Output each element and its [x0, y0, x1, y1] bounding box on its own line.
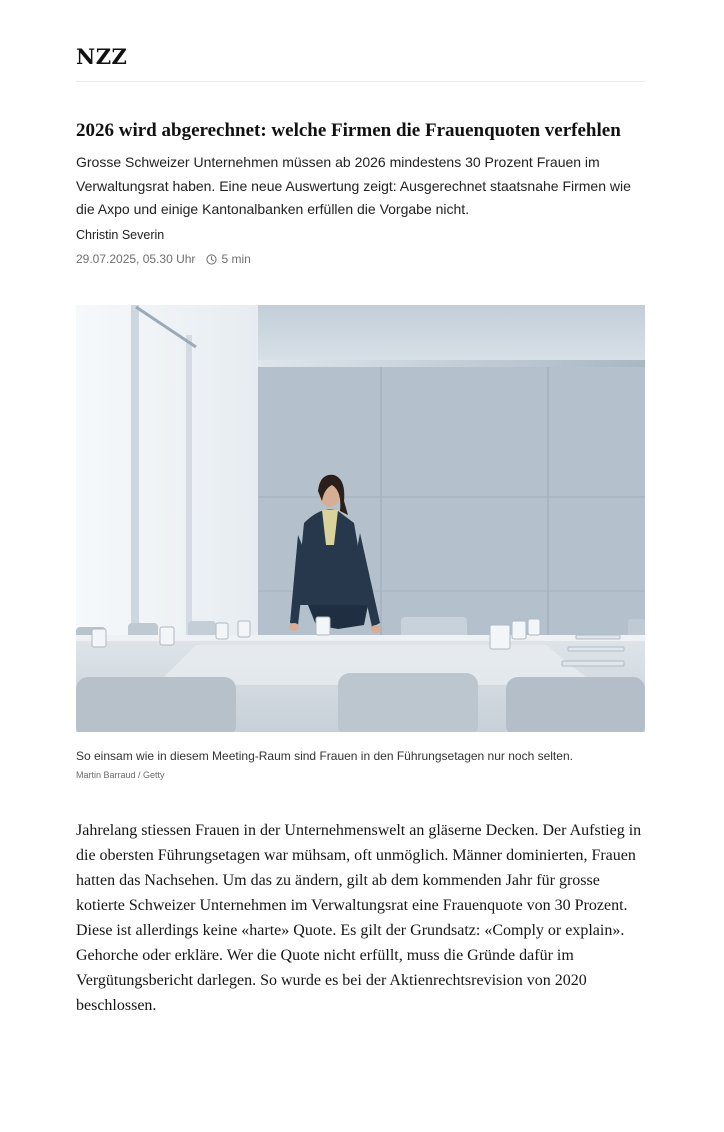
article-headline: 2026 wird abgerechnet: welche Firmen die Frauenquoten verfehlen	[76, 120, 621, 141]
image-caption: So einsam wie in diesem Meeting-Raum sind Frauen in den Führungsetagen nur noch selten.	[76, 749, 573, 763]
header-divider	[76, 81, 645, 82]
publish-date: 29.07.2025, 05.30 Uhr	[76, 252, 196, 266]
author-name[interactable]: Christin Severin	[76, 228, 165, 242]
article-body-paragraph: Jahrelang stiessen Frauen in der Unternehmenswelt an gläserne Decken. Der Aufstieg in die obersten Führungsetagen war mühsam, oft unmöglich. Männer dominierten, Frauen hatten das Nachsehen. Um das zu ändern, gilt ab dem kommenden Jahr für grosse kotierte Schweizer Unternehmen im Verwaltungsrat eine Frauenquote von 30 Prozent. Diese ist allerdings keine «harte» Quote. Es gilt der Grundsatz: «Comply or explain». Gehorche oder erkläre. Wer die Quote nicht erfüllt, muss die Gründe dafür im Vergütungsbericht darlegen. So wurde es bei der Aktienrechtsrevision von 2020 beschlossen.	[76, 822, 642, 1014]
article-meta	[76, 252, 251, 266]
article-lead: Grosse Schweizer Unternehmen müssen ab 2026 mindestens 30 Prozent Frauen im Verwaltungsrat haben. Eine neue Auswertung zeigt: Ausgerechnet staatsnahe Firmen wie die Axpo und einige Kantonalbanken erfüllen die Vorgabe nicht.	[76, 154, 631, 217]
article-photo	[76, 305, 645, 732]
nzz-logo[interactable]: NZZ	[76, 44, 128, 69]
read-time: 5 min	[221, 252, 251, 266]
image-credit: Martin Barraud / Getty	[76, 770, 165, 780]
clock-icon	[206, 254, 217, 265]
